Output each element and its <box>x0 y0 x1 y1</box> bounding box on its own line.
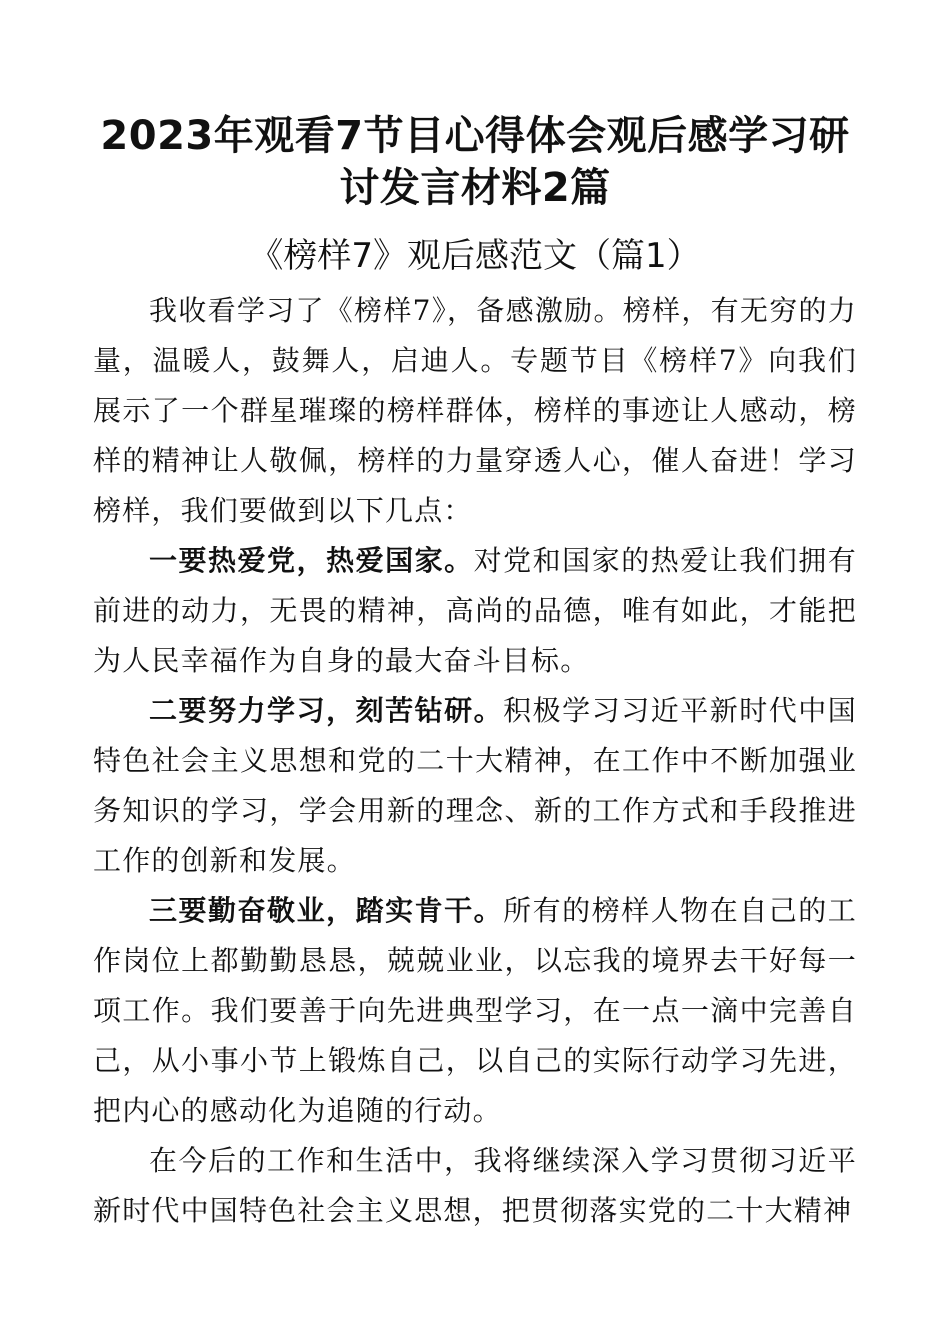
paragraph-text: 在今后的工作和生活中，我将继续深入学习贯彻习近平新时代中国特色社会主义思想，把贯彻落实党的二十大精神 <box>93 1144 857 1227</box>
body-paragraph-4 <box>93 886 857 1136</box>
paragraph-text: 积极学习习近平新时代中国特色社会主义思想和党的二十大精神，在工作中不断加强业务知识的学习，学会用新的理念、新的工作方式和手段推进工作的创新和发展。 <box>93 694 857 877</box>
paragraph-lead: 一要热爱党，热爱国家。 <box>149 544 474 577</box>
document-title-line-1: 2023年观看7节目心得体会观后感学习研 <box>100 113 850 159</box>
document-subtitle: 《榜样7》观后感范文（篇1） <box>249 236 701 276</box>
document-title-line-2: 讨发言材料2篇 <box>339 165 611 211</box>
body-paragraph-1 <box>93 286 857 536</box>
body-paragraph-2 <box>93 536 857 686</box>
body-paragraph-5 <box>93 1136 857 1236</box>
paragraph-text: 对党和国家的热爱让我们拥有前进的动力，无畏的精神，高尚的品德，唯有如此，才能把为人民幸福作为自身的最大奋斗目标。 <box>93 544 857 677</box>
paragraph-lead: 三要勤奋敬业，踏实肯干。 <box>149 894 504 927</box>
paragraph-lead: 二要努力学习，刻苦钻研。 <box>149 694 504 727</box>
paragraph-text: 我收看学习了《榜样7》，备感激励。榜样，有无穷的力量，温暖人，鼓舞人，启迪人。专题节目《榜样7》向我们展示了一个群星璀璨的榜样群体，榜样的事迹让人感动，榜样的精神让人敬佩，榜样的力量穿透人心，催人奋进！学习榜样，我们要做到以下几点： <box>93 294 857 527</box>
document-title <box>93 110 857 214</box>
paragraph-text: 所有的榜样人物在自己的工作岗位上都勤勤恳恳，兢兢业业，以忘我的境界去干好每一项工作。我们要善于向先进典型学习，在一点一滴中完善自己，从小事小节上锻炼自己，以自己的实际行动学习先进，把内心的感动化为追随的行动。 <box>93 894 857 1127</box>
body-paragraph-3 <box>93 686 857 886</box>
document-page <box>93 110 857 1236</box>
